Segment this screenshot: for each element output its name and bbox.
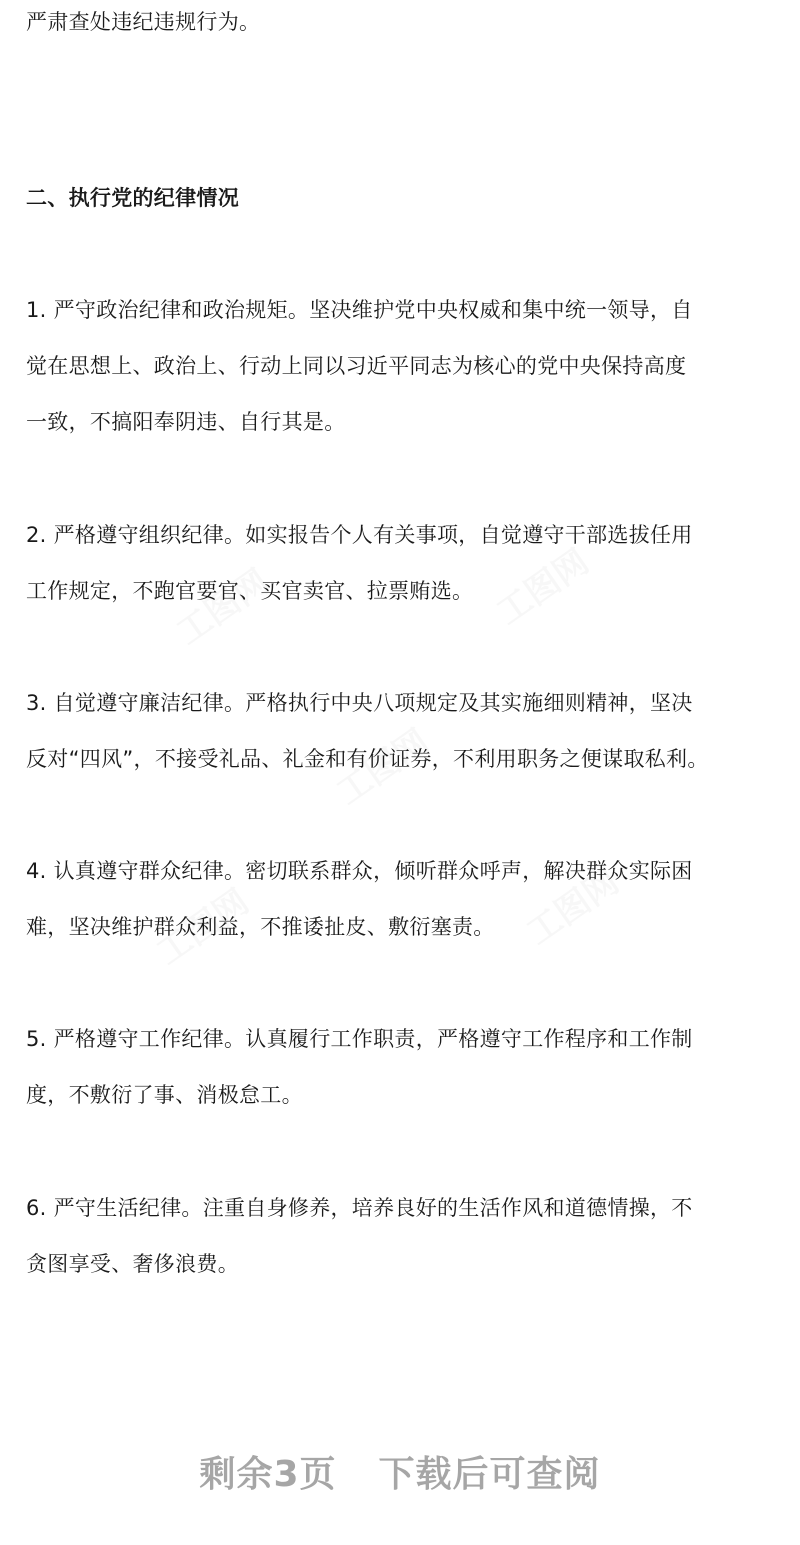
paragraph-4-line-2: 难，坚决维护群众利益，不推诿扯皮、敷衍塞责。 bbox=[26, 915, 495, 939]
paragraph-4-line-1: 4. 认真遵守群众纪律。密切联系群众，倾听群众呼声，解决群众实际困 bbox=[26, 859, 693, 883]
watermark: 工图网 bbox=[149, 881, 257, 974]
paragraph-1-line-1: 1. 严守政治纪律和政治规矩。坚决维护党中央权威和集中统一领导，自 bbox=[26, 298, 693, 322]
paragraph-5-line-1: 5. 严格遵守工作纪律。认真履行工作职责，严格遵守工作程序和工作制 bbox=[26, 1027, 693, 1051]
watermark: 工图网 bbox=[329, 721, 437, 814]
remaining-pages-text: 剩余3页 bbox=[199, 1454, 337, 1495]
paragraph-3-line-1: 3. 自觉遵守廉洁纪律。严格执行中央八项规定及其实施细则精神，坚决 bbox=[26, 691, 693, 715]
download-prompt[interactable] bbox=[0, 1446, 800, 1497]
watermark: 工图网 bbox=[489, 541, 597, 634]
section-title: 二、执行党的纪律情况 bbox=[26, 186, 239, 210]
paragraph-6-line-2: 贪图享受、奢侈浪费。 bbox=[26, 1252, 239, 1276]
watermark: 工图网 bbox=[169, 561, 277, 654]
watermark: 工图网 bbox=[519, 861, 627, 954]
paragraph-1-line-2: 觉在思想上、政治上、行动上同以习近平同志为核心的党中央保持高度 bbox=[26, 354, 687, 378]
download-to-view-text: 下载后可查阅 bbox=[378, 1454, 601, 1495]
paragraph-2-line-1: 2. 严格遵守组织纪律。如实报告个人有关事项，自觉遵守干部选拔任用 bbox=[26, 523, 693, 547]
paragraph-1-line-3: 一致，不搞阳奉阴违、自行其是。 bbox=[26, 410, 346, 434]
intro-tail-text: 严肃查处违纪违规行为。 bbox=[26, 10, 261, 34]
paragraph-3-line-2: 反对“四风”，不接受礼品、礼金和有价证券，不利用职务之便谋取私利。 bbox=[26, 747, 709, 771]
paragraph-2-line-2: 工作规定，不跑官要官、买官卖官、拉票贿选。 bbox=[26, 579, 474, 603]
paragraph-5-line-2: 度，不敷衍了事、消极怠工。 bbox=[26, 1083, 303, 1107]
paragraph-6-line-1: 6. 严守生活纪律。注重自身修养，培养良好的生活作风和道德情操，不 bbox=[26, 1196, 693, 1220]
